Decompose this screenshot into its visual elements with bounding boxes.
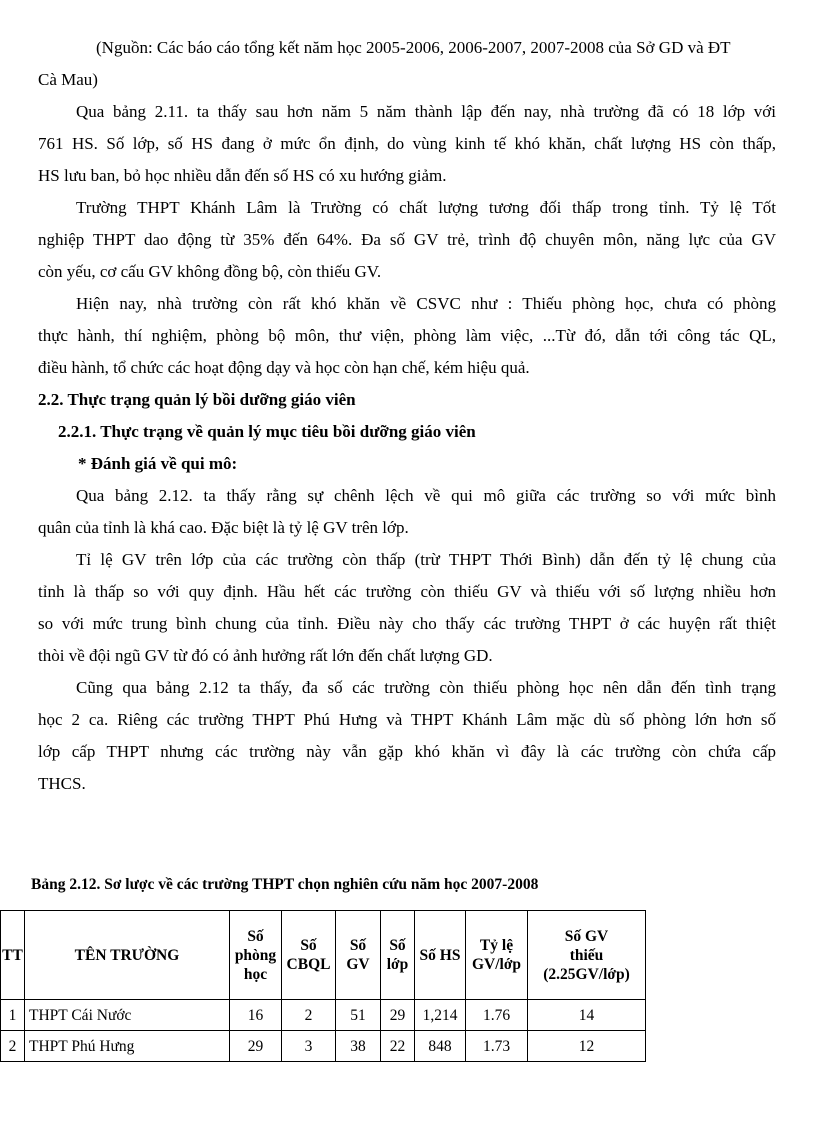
cell-gv: 51 xyxy=(336,1000,381,1031)
header-students: Số HS xyxy=(415,911,466,1000)
cell-classes: 29 xyxy=(381,1000,415,1031)
paragraph-5-line-1: Tỉ lệ GV trên lớp của các trường còn thấp (trừ THPT Thới Bình) dẫn đến tỷ lệ chung của xyxy=(76,550,776,569)
cell-rooms: 29 xyxy=(230,1031,282,1062)
cell-ratio: 1.76 xyxy=(466,1000,528,1031)
header-classes: Số lớp xyxy=(381,911,415,1000)
heading-2-2-1: 2.2.1. Thực trạng về quản lý mục tiêu bồi dưỡng giáo viên xyxy=(58,422,476,441)
cell-gv: 38 xyxy=(336,1031,381,1062)
paragraph-6-line-3: lớp cấp THPT nhưng các trường này vẫn gặp khó khăn vì đây là các trường còn chứa cấp xyxy=(38,742,776,761)
paragraph-6-line-1: Cũng qua bảng 2.12 ta thấy, đa số các trường còn thiếu phòng học nên dẫn đến tình trạng xyxy=(76,678,776,697)
paragraph-2-line-3: còn yếu, cơ cấu GV không đồng bộ, còn thiếu GV. xyxy=(38,262,382,281)
cell-school-name: THPT Cái Nước xyxy=(25,1000,230,1031)
cell-rooms: 16 xyxy=(230,1000,282,1031)
paragraph-3-line-3: điều hành, tổ chức các hoạt động dạy và học còn hạn chế, kém hiệu quả. xyxy=(38,358,530,377)
paragraph-6-line-4: THCS. xyxy=(38,774,86,793)
paragraph-5-line-2: tỉnh là thấp so với quy định. Hầu hết các trường còn thiếu GV và thiếu với số lượng nhiều hơn xyxy=(38,582,776,601)
schools-table xyxy=(0,910,646,1062)
source-note-line-1: (Nguồn: Các báo cáo tổng kết năm học 2005-2006, 2006-2007, 2007-2008 của Sở GD và ĐT xyxy=(96,38,731,57)
cell-teacher-shortage: 14 xyxy=(528,1000,646,1031)
paragraph-5-line-3: so với mức trung bình chung của tỉnh. Điều này cho thấy các trường THPT ở các huyện rất thiệt xyxy=(38,614,776,633)
paragraph-4-line-1: Qua bảng 2.12. ta thấy rằng sự chênh lệch về qui mô giữa các trường so với mức bình xyxy=(76,486,776,505)
header-ratio: Tỷ lệ GV/lớp xyxy=(466,911,528,1000)
paragraph-3-line-2: thực hành, thí nghiệm, phòng bộ môn, thư viện, phòng làm việc, ...Từ đó, dẫn tới công tác QL, xyxy=(38,326,776,345)
header-teacher-shortage: Số GV thiếu (2.25GV/lớp) xyxy=(528,911,646,1000)
heading-scale-evaluation: * Đánh giá về qui mô: xyxy=(78,454,238,473)
paragraph-3-line-1: Hiện nay, nhà trường còn rất khó khăn về CSVC như : Thiếu phòng học, chưa có phòng xyxy=(76,294,776,313)
header-tt: TT xyxy=(1,911,25,1000)
paragraph-1-line-1: Qua bảng 2.11. ta thấy sau hơn năm 5 năm thành lập đến nay, nhà trường đã có 18 lớp với xyxy=(76,102,776,121)
cell-classes: 22 xyxy=(381,1031,415,1062)
cell-cbql: 3 xyxy=(282,1031,336,1062)
header-rooms: Số phòng học xyxy=(230,911,282,1000)
paragraph-4-line-2: quân của tỉnh là khá cao. Đặc biệt là tỷ lệ GV trên lớp. xyxy=(38,518,409,537)
cell-students: 848 xyxy=(415,1031,466,1062)
cell-tt: 2 xyxy=(1,1031,25,1062)
cell-students: 1,214 xyxy=(415,1000,466,1031)
heading-2-2: 2.2. Thực trạng quản lý bồi dưỡng giáo viên xyxy=(38,390,356,409)
header-cbql: Số CBQL xyxy=(282,911,336,1000)
paragraph-6-line-2: học 2 ca. Riêng các trường THPT Phú Hưng và THPT Khánh Lâm mặc dù số phòng lớn hơn số xyxy=(38,710,776,729)
paragraph-2-line-1: Trường THPT Khánh Lâm là Trường có chất lượng tương đối thấp trong tỉnh. Tỷ lệ Tốt xyxy=(76,198,776,217)
paragraph-2-line-2: nghiệp THPT dao động từ 35% đến 64%. Đa số GV trẻ, trình độ chuyên môn, năng lực của GV xyxy=(38,230,776,249)
source-note-line-2: Cà Mau) xyxy=(38,70,98,89)
cell-tt: 1 xyxy=(1,1000,25,1031)
table-row xyxy=(1,1031,646,1062)
table-caption: Bảng 2.12. Sơ lược về các trường THPT chọn nghiên cứu năm học 2007-2008 xyxy=(31,876,539,893)
cell-teacher-shortage: 12 xyxy=(528,1031,646,1062)
cell-ratio: 1.73 xyxy=(466,1031,528,1062)
cell-cbql: 2 xyxy=(282,1000,336,1031)
paragraph-1-line-2: 761 HS. Số lớp, số HS đang ở mức ổn định, do vùng kinh tế khó khăn, chất lượng HS còn thấp, xyxy=(38,134,776,153)
paragraph-1-line-3: HS lưu ban, bỏ học nhiều dẫn đến số HS có xu hướng giảm. xyxy=(38,166,447,185)
cell-school-name: THPT Phú Hưng xyxy=(25,1031,230,1062)
table-header-row xyxy=(1,911,646,1000)
paragraph-5-line-4: thòi về đội ngũ GV từ đó có ảnh hưởng rất lớn đến chất lượng GD. xyxy=(38,646,493,665)
table-row xyxy=(1,1000,646,1031)
header-gv: Số GV xyxy=(336,911,381,1000)
header-school-name: TÊN TRƯỜNG xyxy=(25,911,230,1000)
